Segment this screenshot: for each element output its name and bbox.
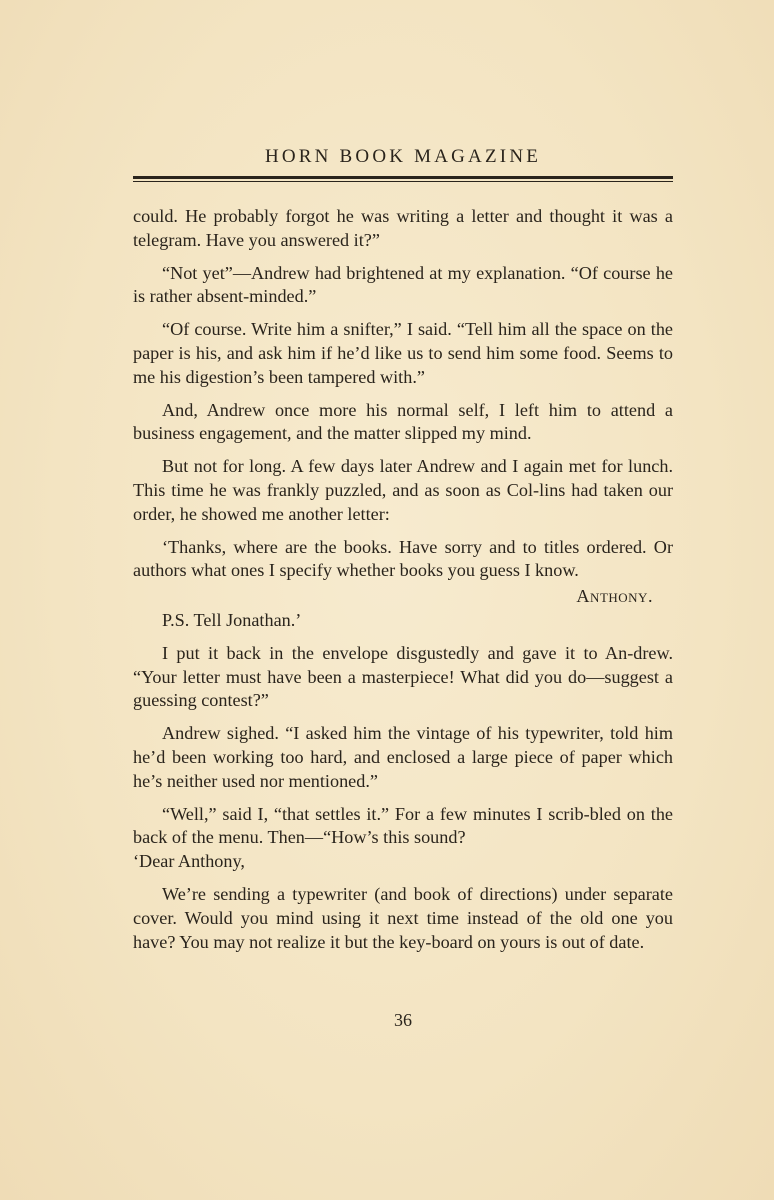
header-rule-thick: [133, 176, 673, 179]
letter-signature: Anthony.: [576, 586, 653, 607]
letter-salutation: ‘Dear Anthony,: [133, 851, 245, 872]
running-head: HORN BOOK MAGAZINE: [264, 146, 542, 167]
paragraph: But not for long. A few days later Andrew and I again met for lunch. This time he was frankly puzzled, and as soon as Col-lins had taken our order, he showed me another letter:: [133, 456, 673, 524]
letter-postscript: P.S. Tell Jonathan.’: [162, 609, 302, 630]
paragraph: And, Andrew once more his normal self, I left him to attend a business engagement, and the matter slipped my mind.: [133, 399, 673, 444]
header-rule-thin: [133, 181, 673, 182]
paragraph: “Well,” said I, “that settles it.” For a few minutes I scrib-bled on the back of the menu. Then—“How’s this sound?: [133, 803, 673, 848]
paragraph: I put it back in the envelope disgustedly and gave it to An-drew. “Your letter must have been a masterpiece! What did you do—suggest a guessing contest?”: [133, 642, 673, 711]
paragraph: “Not yet”—Andrew had brightened at my explanation. “Of course he is rather absent-minded.”: [133, 262, 673, 307]
body-text: [133, 205, 673, 963]
quoted-letter: ‘Thanks, where are the books. Have sorry and to titles ordered. Or authors what ones I specify whether books you guess I know.: [133, 536, 673, 581]
paragraph: We’re sending a typewriter (and book of directions) under separate cover. Would you mind using it next time instead of the old one you have? You may not realize it but the key-board on yours is out of date.: [133, 883, 673, 952]
paragraph: Andrew sighed. “I asked him the vintage of his typewriter, told him he’d been working too hard, and enclosed a large piece of paper which he’s neither used nor mentioned.”: [133, 723, 673, 791]
page-number: 36: [394, 1010, 412, 1030]
paragraph: “Of course. Write him a snifter,” I said. “Tell him all the space on the paper is his, and ask him if he’d like us to send him some food. Seems to me his digestion’s been tampered with.”: [133, 319, 673, 387]
paragraph: could. He probably forgot he was writing a letter and thought it was a telegram. Have you answered it?”: [133, 206, 673, 250]
